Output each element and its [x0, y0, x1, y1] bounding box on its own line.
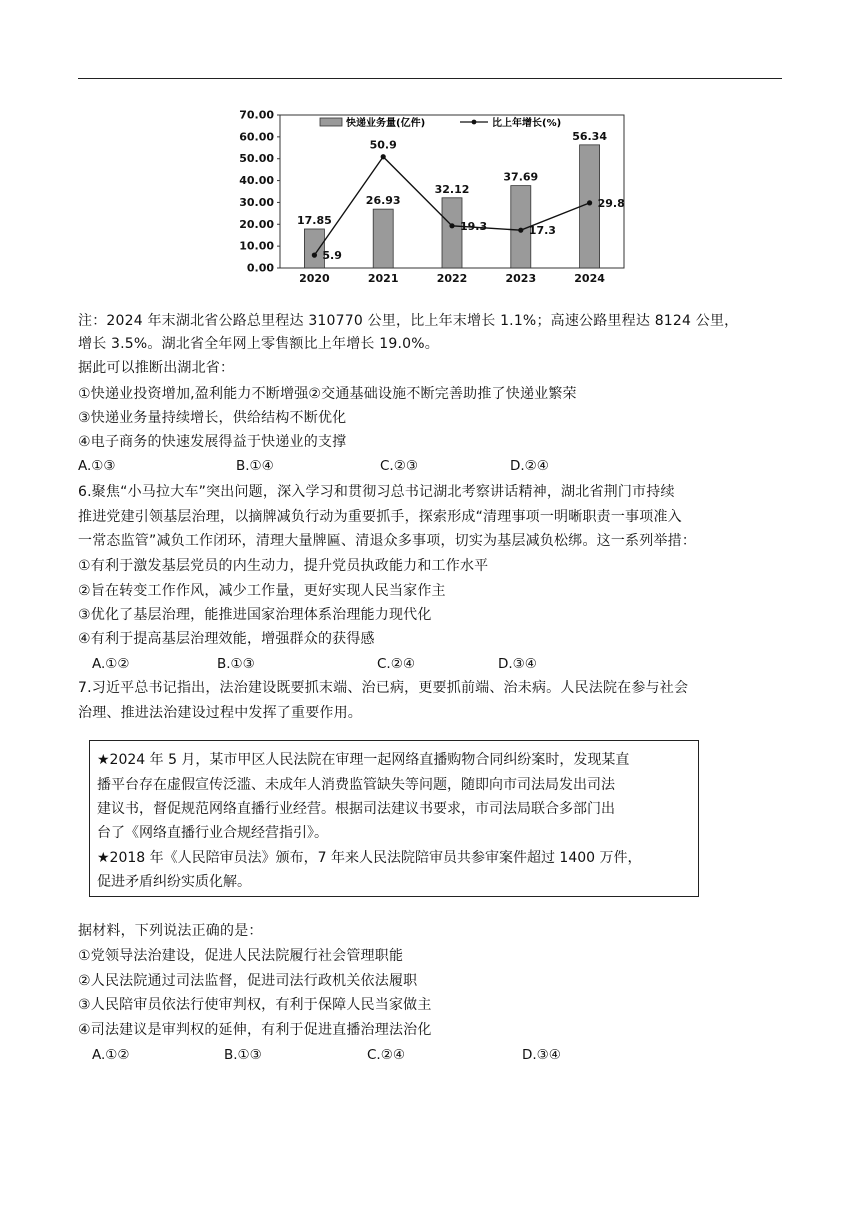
legend-bar-swatch [320, 118, 342, 126]
q5-statement-4: ④电子商务的快速发展得益于快递业的支撑 [78, 434, 347, 450]
bar [580, 145, 600, 268]
bar-value-label: 32.12 [434, 182, 470, 196]
x-tick-label: 2022 [436, 272, 468, 285]
q6-statement-1: ①有利于激发基层党员的内生动力，提升党员执政能力和工作水平 [78, 558, 489, 574]
q6-statement-3: ③优化了基层治理，能推进国家治理体系治理能力现代化 [78, 607, 432, 623]
growth-value-label: 50.9 [369, 138, 397, 152]
material-line-2: 播平台存在虚假宣传泛滥、未成年人消费监管缺失等问题，随即向市司法局发出司法 [97, 777, 615, 793]
note-line-2: 增长 3.5%。湖北省全年网上零售额比上年增长 19.0%。 [78, 336, 439, 352]
note-line-1: 注：2024 年末湖北省公路总里程达 310770 公里，比上年末增长 1.1%；高速公路里程达 8124 公里， [78, 313, 739, 329]
material-line-1: ★2024 年 5 月，某市甲区人民法院在审理一起网络直播购物合同纠纷案时，发现某直 [97, 752, 630, 768]
q7-statement-3: ③人民陪审员依法行使审判权，有利于保障人民当家做主 [78, 997, 432, 1013]
q7-option-d[interactable]: D.③④ [522, 1047, 561, 1063]
y-tick-label: 30.00 [239, 195, 274, 209]
legend-line-label: 比上年增长(%) [492, 118, 562, 129]
q7-option-c[interactable]: C.②④ [367, 1047, 405, 1063]
q7-option-a[interactable]: A.①② [92, 1047, 130, 1063]
growth-value-label: 19.3 [460, 219, 488, 233]
y-tick-label: 20.00 [239, 217, 274, 231]
q6-option-d[interactable]: D.③④ [498, 656, 537, 672]
bar [442, 198, 462, 268]
q7-stem: 据材料，下列说法正确的是： [78, 923, 263, 939]
growth-value-label: 29.8 [597, 196, 625, 210]
y-tick-label: 0.00 [246, 261, 274, 275]
growth-value-label: 17.3 [528, 224, 556, 238]
bar [304, 229, 324, 268]
x-tick-label: 2023 [505, 272, 537, 285]
q5-option-c[interactable]: C.②③ [380, 458, 418, 474]
header-rule [78, 78, 782, 79]
growth-point [449, 223, 454, 228]
x-tick-label: 2020 [299, 272, 330, 285]
q7-stem-line-2: 治理、推进法治建设过程中发挥了重要作用。 [78, 705, 362, 721]
q6-stem-line-1: 6.聚焦“小马拉大车”突出问题，深入学习和贯彻习总书记湖北考察讲话精神，湖北省荆门市持续 [78, 484, 675, 500]
y-tick-label: 70.00 [239, 108, 274, 122]
bar-value-label: 56.34 [572, 129, 607, 143]
x-tick-label: 2021 [367, 272, 399, 285]
legend-bar-label: 快递业务量(亿件) [346, 118, 426, 129]
q7-statement-2: ②人民法院通过司法监督，促进司法行政机关依法履职 [78, 973, 418, 989]
x-tick-label: 2024 [574, 272, 605, 285]
q6-statement-4: ④有利于提高基层治理效能，增强群众的获得感 [78, 631, 375, 647]
material-line-4: 台了《网络直播行业合规经营指引》。 [97, 825, 328, 841]
q6-stem-line-3: 一常态监管”减负工作闭环，清理大量牌匾、清退众多事项，切实为基层减负松绑。这一系列举措： [78, 533, 697, 549]
material-line-6: 促进矛盾纠纷实质化解。 [97, 874, 251, 890]
legend-line-marker [472, 120, 477, 125]
q7-statement-4: ④司法建议是审判权的延伸，有利于促进直播治理法治化 [78, 1022, 432, 1038]
growth-point [587, 200, 592, 205]
q7-statement-1: ①党领导法治建设，促进人民法院履行社会管理职能 [78, 948, 404, 964]
y-tick-label: 40.00 [239, 174, 274, 188]
growth-point [518, 228, 523, 233]
bar-value-label: 17.85 [297, 213, 332, 227]
q6-option-a[interactable]: A.①② [92, 656, 130, 672]
y-tick-label: 50.00 [239, 152, 274, 166]
q6-option-c[interactable]: C.②④ [377, 656, 415, 672]
q5-statement-1-2: ①快递业投资增加,盈利能力不断增强②交通基础设施不断完善助推了快递业繁荣 [78, 386, 577, 402]
material-line-5: ★2018 年《人民陪审员法》颁布，7 年来人民法院陪审员共参审案件超过 1400 万件， [97, 850, 642, 866]
q7-option-b[interactable]: B.①③ [224, 1047, 262, 1063]
bar-value-label: 37.69 [503, 170, 539, 184]
express-chart [230, 103, 630, 285]
y-tick-label: 10.00 [239, 239, 274, 253]
growth-point [312, 253, 317, 258]
q5-option-d[interactable]: D.②④ [510, 458, 549, 474]
q5-option-b[interactable]: B.①④ [236, 458, 274, 474]
q5-stem: 据此可以推断出湖北省： [78, 360, 235, 376]
material-line-3: 建议书，督促规范网络直播行业经营。根据司法建议书要求，市司法局联合多部门出 [97, 801, 615, 817]
q5-statement-3: ③快递业务量持续增长，供给结构不断优化 [78, 410, 347, 426]
q5-option-a[interactable]: A.①③ [78, 458, 116, 474]
q6-statement-2: ②旨在转变工作作风，减少工作量，更好实现人民当家作主 [78, 583, 446, 599]
growth-value-label: 5.9 [322, 249, 342, 263]
growth-point [381, 154, 386, 159]
y-tick-label: 60.00 [239, 130, 274, 144]
q6-option-b[interactable]: B.①③ [217, 656, 255, 672]
bar-value-label: 26.93 [365, 194, 401, 208]
bar [373, 209, 393, 268]
q7-stem-line-1: 7.习近平总书记指出，法治建设既要抓末端、治已病，更要抓前端、治未病。人民法院在参与社会 [78, 680, 689, 696]
q6-stem-line-2: 推进党建引领基层治理，以摘牌减负行动为重要抓手，探索形成“清理事项一明晰职责一事项准入 [78, 509, 682, 525]
